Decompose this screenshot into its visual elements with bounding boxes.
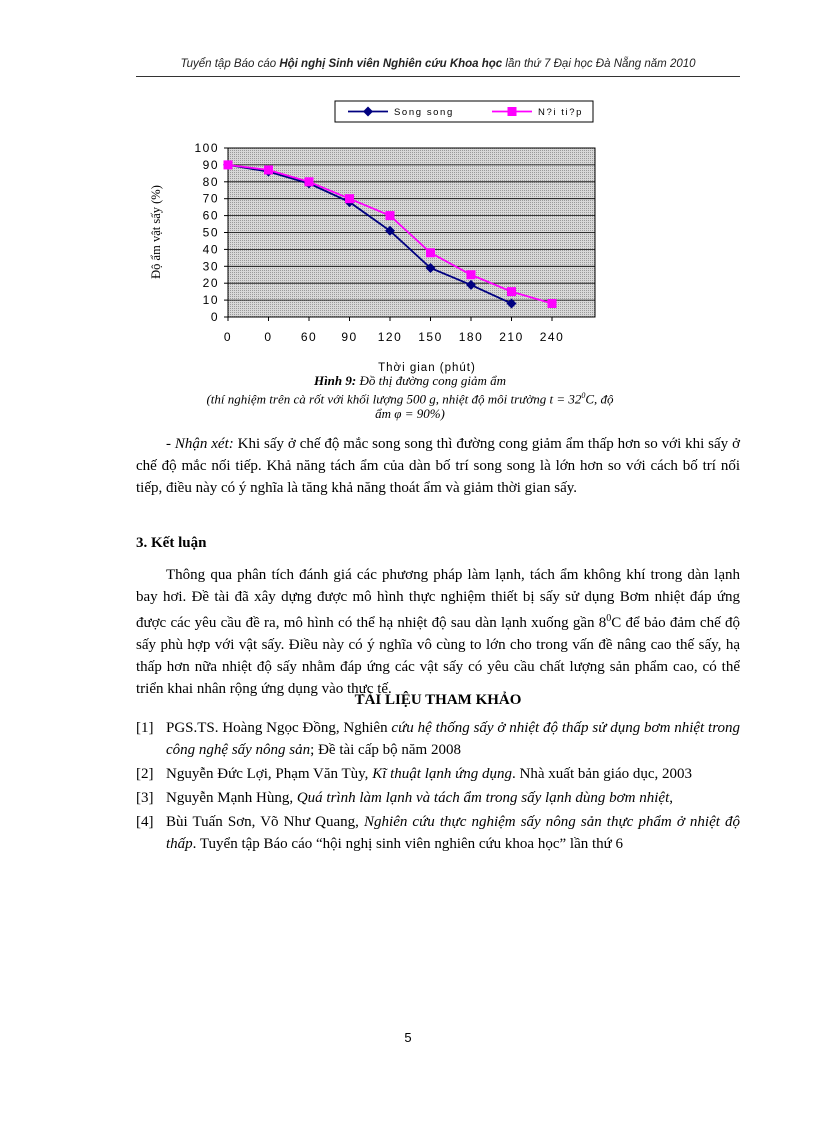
- x-tick-label: 180: [458, 330, 484, 344]
- moisture-chart: [140, 96, 740, 376]
- figure-title: Hình 9: Đồ thị đường cong giảm ẩm: [313, 373, 507, 388]
- figure-caption: [200, 373, 620, 421]
- section-title-conclusion: 3. Kết luận: [136, 535, 207, 551]
- y-tick-label: 40: [202, 242, 219, 257]
- x-axis-label: Thời gian (phút): [378, 362, 476, 374]
- data-point: [264, 165, 273, 174]
- x-tick-label: 0: [223, 330, 233, 344]
- reference-item: [2] Nguyễn Đức Lợi, Phạm Văn Tùy, Kĩ thuật lạnh ứng dụng. Nhà xuất bản giáo dục, 2003: [136, 766, 693, 782]
- chart-legend: [335, 101, 593, 122]
- y-tick-label: 0: [210, 310, 219, 324]
- data-point: [345, 194, 354, 203]
- data-point: [467, 270, 476, 279]
- legend-label: Song song: [394, 107, 454, 118]
- data-point: [426, 248, 435, 257]
- page-number: 5: [404, 1030, 412, 1045]
- data-point: [507, 287, 516, 296]
- legend-marker: [508, 107, 517, 116]
- y-tick-label: 10: [202, 293, 219, 308]
- figure-note-2: ẩm φ = 90%): [375, 406, 445, 422]
- data-point: [305, 177, 314, 186]
- data-point: [386, 211, 395, 220]
- conclusion-paragraph: Thông qua phân tích đánh giá các phương pháp làm lạnh, tách ẩm không khí trong dàn lạnh bay hơi. Đề tài đã xây dựng được mô hình thực nghiệm thiết bị sấy sử dụng Bơm nhiệt đáp ứng được các yêu cầu đề ra, mô hình có thể hạ nhiệt độ sau dàn lạnh xuống gần $8^0C$ để bảo đảm chế độ sấy phù hợp với vật sấy. Điều này có ý nghĩa vô cùng to lớn cho trong vấn đề nâng cao thế sấy, hạ thấp hơn nữa nhiệt độ sấy nhằm đáp ứng các vật sấy có yêu cầu chất lượng sản phẩm cao, có thể triển khai nhân rộng ứng dụng vào thực tế.: [136, 567, 740, 697]
- running-header: Tuyển tập Báo cáo Hội nghị Sinh viên Nghiên cứu Khoa học lần thứ 7 Đại học Đà Nẵng năm 2010: [180, 58, 696, 70]
- x-axis: [224, 317, 595, 344]
- reference-list: [136, 717, 740, 857]
- y-tick-label: 90: [202, 157, 219, 172]
- remark-paragraph: - Nhận xét: Khi sấy ở chế độ mắc song song thì đường cong giảm ẩm thấp hơn so với khi sấy ở chế độ mắc nối tiếp. Khả năng tách ẩm của dàn bố trí song song là lớn hơn so với cách bố trí nối tiếp, điều này có ý nghĩa là tăng khả năng thoát ẩm và giảm thời gian sấy.: [136, 436, 740, 496]
- data-point: [224, 160, 233, 169]
- data-point: [548, 299, 557, 308]
- x-tick-label: 210: [499, 330, 524, 344]
- y-tick-label: 60: [202, 208, 219, 223]
- y-axis-label: Độ ẩm vật sấy (%): [149, 185, 163, 279]
- figure-note: (thí nghiệm trên cà rốt với khối lượng 500 g, nhiệt độ môi trường $t = 32^0C$, độ: [206, 391, 614, 407]
- reference-item: [3] Nguyễn Mạnh Hùng, Quá trình làm lạnh và tách ẩm trong sấy lạnh dùng bơm nhiệt,: [136, 790, 674, 806]
- y-tick-label: 50: [202, 225, 219, 240]
- y-tick-label: 70: [202, 191, 219, 206]
- references-title: TÀI LIỆU THAM KHẢO: [354, 692, 522, 708]
- y-axis: [194, 141, 228, 324]
- header-rule: [136, 76, 740, 77]
- x-tick-label: 150: [418, 330, 443, 344]
- legend-label: N?i ti?p: [538, 107, 584, 118]
- reference-item: [4] Bùi Tuấn Sơn, Võ Như Quang, Nghiên cứu thực nghiệm sấy nông sản thực phẩm ở nhiệt độ thấp. Tuyển tập Báo cáo “hội nghị sinh viên nghiên cứu khoa học” lần thứ 6: [136, 814, 740, 852]
- y-tick-label: 30: [202, 259, 219, 274]
- x-tick-label: 60: [300, 330, 318, 344]
- y-tick-label: 20: [202, 276, 219, 291]
- x-tick-label: 120: [377, 330, 403, 344]
- x-tick-label: 0: [264, 330, 273, 344]
- x-tick-label: 240: [539, 330, 565, 344]
- y-tick-label: 100: [194, 141, 219, 155]
- y-tick-label: 80: [202, 174, 219, 189]
- x-tick-label: 90: [341, 330, 358, 344]
- reference-item: [1] PGS.TS. Hoàng Ngọc Đồng, Nghiên cứu hệ thống sấy ở nhiệt độ thấp sử dụng bơm nhiệt trong công nghệ sấy nông sản; Đề tài cấp bộ năm 2008: [136, 720, 740, 758]
